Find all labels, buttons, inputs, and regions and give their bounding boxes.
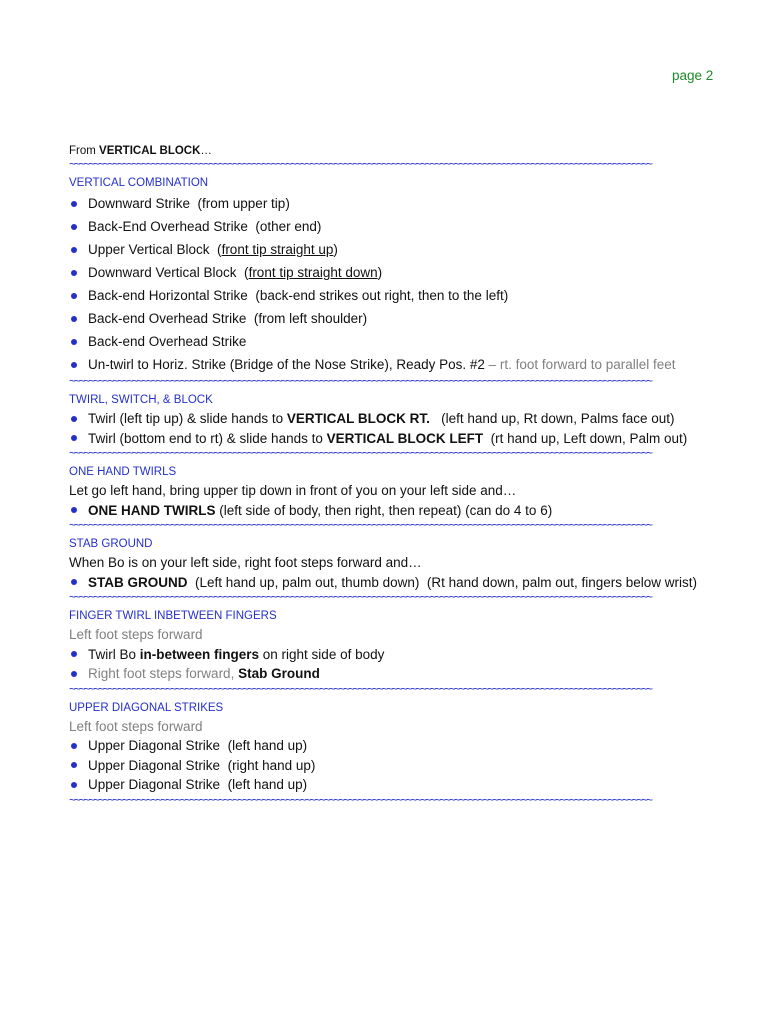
- list-item: [69, 353, 729, 376]
- bullet-icon: [71, 316, 77, 322]
- section-intro: Left foot steps forward: [69, 627, 203, 642]
- section-intro: When Bo is on your left side, right foot steps forward and…: [69, 555, 422, 570]
- wave-divider: ~~~~~~~~~~~~~~~~~~~~~~~~~~~~~~~~~~~~~~~~~~~~~~~~~~~~~~~~~~~~~~~~~~~~~~~~~~~~~~~~~~~~~~~~~~~~~~~~~~~~~~~~~~~~~~~~~~~~~~~~~: [69, 683, 651, 696]
- section-title-upper-diagonal-strikes: UPPER DIAGONAL STRIKES: [69, 701, 224, 714]
- item-text-end: on right side of body: [259, 646, 385, 662]
- item-note: – rt. foot forward to parallel feet: [488, 357, 676, 372]
- item-text-end: (left side of body, then right, then repeat) (can do 4 to 6): [215, 502, 553, 518]
- section-title-stab-ground: STAB GROUND: [69, 538, 153, 550]
- wave-divider: ~~~~~~~~~~~~~~~~~~~~~~~~~~~~~~~~~~~~~~~~~~~~~~~~~~~~~~~~~~~~~~~~~~~~~~~~~~~~~~~~~~~~~~~~~~~~~~~~~~~~~~~~~~~~~~~~~~~~~~~~~: [69, 159, 651, 171]
- intro-bold: VERTICAL BLOCK: [99, 145, 201, 157]
- section-intro: Let go left hand, bring upper tip down in front of you on your left side and…: [69, 483, 517, 498]
- wave-divider: ~~~~~~~~~~~~~~~~~~~~~~~~~~~~~~~~~~~~~~~~~~~~~~~~~~~~~~~~~~~~~~~~~~~~~~~~~~~~~~~~~~~~~~~~~~~~~~~~~~~~~~~~~~~~~~~~~~~~~~~~~: [69, 794, 651, 807]
- item-text: Twirl (left tip up) & slide hands to: [88, 411, 287, 426]
- section-intro: Left foot steps forward: [69, 718, 203, 734]
- item-text: Upper Diagonal Strike (right hand up): [88, 757, 316, 773]
- bullet-icon: [71, 201, 77, 207]
- list-item: [69, 573, 729, 593]
- section-title-vertical-combination: VERTICAL COMBINATION: [69, 177, 209, 189]
- bullet-icon: [71, 651, 77, 657]
- section-title-finger-twirl: FINGER TWIRL INBETWEEN FINGERS: [69, 610, 277, 622]
- list-item: [69, 261, 729, 284]
- bullet-icon: [71, 762, 77, 768]
- item-text: Downward Vertical Block (: [88, 265, 249, 280]
- page-number: page 2: [672, 68, 714, 83]
- item-bold: VERTICAL BLOCK RT.: [286, 411, 430, 426]
- item-text-end: (left hand up, Rt down, Palms face out): [429, 411, 675, 426]
- wave-divider: ~~~~~~~~~~~~~~~~~~~~~~~~~~~~~~~~~~~~~~~~~~~~~~~~~~~~~~~~~~~~~~~~~~~~~~~~~~~~~~~~~~~~~~~~~~~~~~~~~~~~~~~~~~~~~~~~~~~~~~~~~: [69, 520, 651, 532]
- list-item: [69, 307, 729, 330]
- bullet-icon: [71, 743, 77, 749]
- item-underlined: front tip straight down: [248, 265, 378, 280]
- item-note: Right foot steps forward,: [88, 666, 239, 681]
- bullet-icon: [71, 362, 77, 368]
- list-item: [69, 409, 729, 429]
- list-item: [69, 330, 729, 353]
- item-underlined: front tip straight up: [221, 242, 334, 257]
- bullet-icon: [71, 507, 77, 513]
- intro-suffix: …: [200, 145, 212, 157]
- item-text-end: ): [377, 265, 383, 280]
- bullet-icon: [71, 339, 77, 345]
- list-item: [69, 775, 729, 795]
- bullet-icon: [71, 270, 77, 276]
- bullet-icon: [71, 224, 77, 230]
- list-item: [69, 238, 729, 261]
- item-text: Un-twirl to Horiz. Strike (Bridge of the Nose Strike), Ready Pos. #2: [88, 357, 489, 372]
- item-text: Back-end Horizontal Strike (back-end strikes out right, then to the left): [88, 288, 509, 303]
- item-text: Back-End Overhead Strike (other end): [88, 219, 322, 234]
- item-text-end: (rt hand up, Left down, Palm out): [483, 430, 688, 446]
- list-item: [69, 284, 729, 307]
- item-bold: in-between fingers: [139, 646, 260, 662]
- item-text: Twirl (bottom end to rt) & slide hands to: [88, 430, 327, 446]
- wave-divider: ~~~~~~~~~~~~~~~~~~~~~~~~~~~~~~~~~~~~~~~~~~~~~~~~~~~~~~~~~~~~~~~~~~~~~~~~~~~~~~~~~~~~~~~~~~~~~~~~~~~~~~~~~~~~~~~~~~~~~~~~~: [69, 592, 651, 604]
- bullet-icon: [71, 416, 77, 422]
- item-text: Upper Vertical Block (: [88, 242, 222, 257]
- list-item: [69, 501, 729, 521]
- item-text: Downward Strike (from upper tip): [88, 196, 290, 211]
- intro-line: [69, 143, 729, 159]
- bullet-icon: [71, 293, 77, 299]
- list-item: [69, 664, 729, 684]
- section-title-twirl-switch-block: TWIRL, SWITCH, & BLOCK: [69, 394, 213, 406]
- item-text: Upper Diagonal Strike (left hand up): [88, 738, 308, 753]
- wave-divider: ~~~~~~~~~~~~~~~~~~~~~~~~~~~~~~~~~~~~~~~~~~~~~~~~~~~~~~~~~~~~~~~~~~~~~~~~~~~~~~~~~~~~~~~~~~~~~~~~~~~~~~~~~~~~~~~~~~~~~~~~~: [69, 448, 651, 460]
- item-text: Back-end Overhead Strike (from left shoulder): [88, 311, 368, 326]
- list-item: [69, 645, 729, 665]
- item-text: Back-end Overhead Strike: [88, 334, 247, 349]
- item-bold: VERTICAL BLOCK LEFT: [326, 430, 484, 446]
- item-bold: Stab Ground: [238, 666, 320, 681]
- item-bold: STAB GROUND: [88, 574, 188, 590]
- wave-divider: ~~~~~~~~~~~~~~~~~~~~~~~~~~~~~~~~~~~~~~~~~~~~~~~~~~~~~~~~~~~~~~~~~~~~~~~~~~~~~~~~~~~~~~~~~~~~~~~~~~~~~~~~~~~~~~~~~~~~~~~~~: [69, 376, 651, 388]
- bullet-icon: [71, 435, 77, 441]
- bullet-icon: [71, 579, 77, 585]
- item-text: Upper Diagonal Strike (left hand up): [88, 777, 308, 792]
- document-body: [69, 143, 729, 808]
- list-item: [69, 756, 729, 776]
- item-bold: ONE HAND TWIRLS: [88, 502, 216, 518]
- bullet-icon: [71, 782, 77, 788]
- list-item: [69, 215, 729, 238]
- bullet-icon: [71, 671, 77, 677]
- list-item: [69, 429, 729, 449]
- list-item: [69, 192, 729, 215]
- intro-prefix: From: [69, 145, 100, 157]
- bullet-icon: [71, 247, 77, 253]
- item-text: Twirl Bo: [88, 646, 140, 662]
- list-item: [69, 736, 729, 756]
- section-title-one-hand-twirls: ONE HAND TWIRLS: [69, 466, 177, 478]
- item-text-end: ): [333, 242, 338, 257]
- item-text-end: (Left hand up, palm out, thumb down) (Rt hand down, palm out, fingers below wrist): [187, 574, 698, 590]
